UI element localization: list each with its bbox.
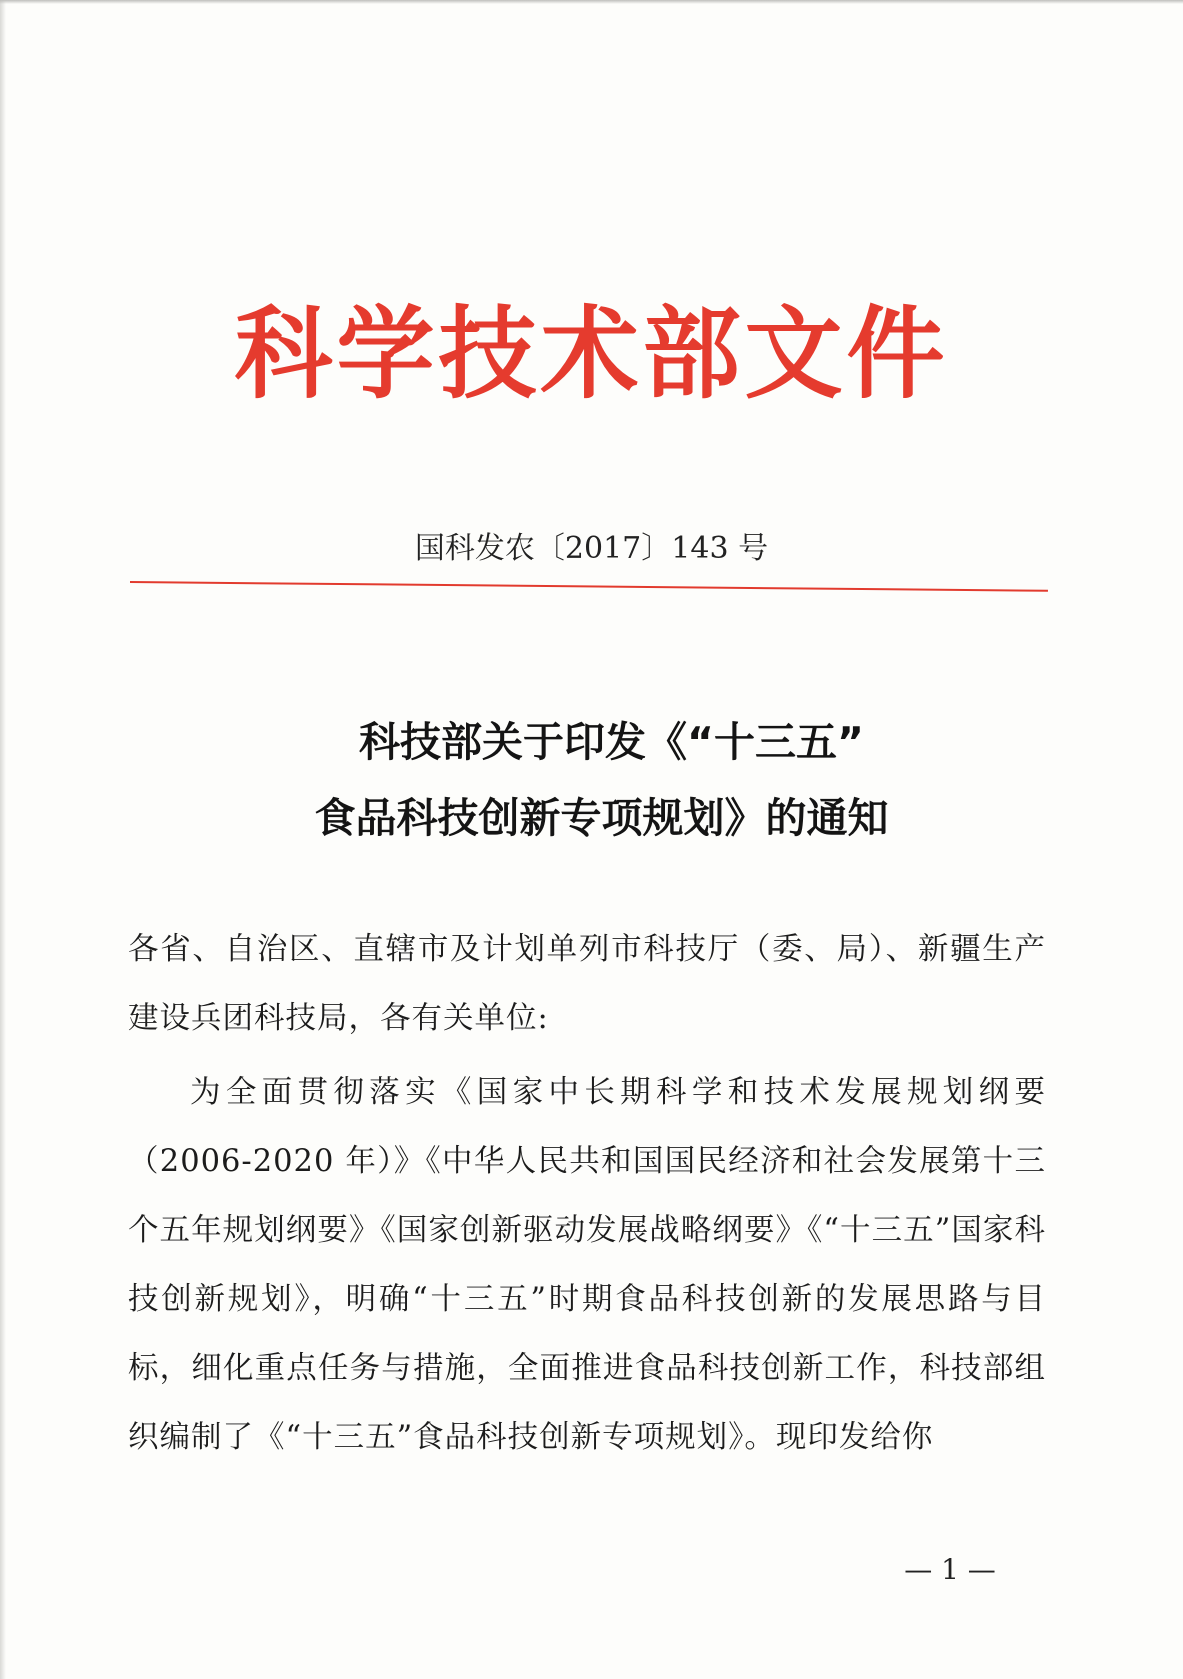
red-divider-line <box>130 581 1048 592</box>
body-paragraph: 为全面贯彻落实《国家中长期科学和技术发展规划纲要（2006-2020 年）》《中华人民共和国国民经济和社会发展第十三个五年规划纲要》《国家创新驱动发展战略纲要》《“十三五”国家科技创新规划》，明确“十三五”时期食品科技创新的发展思路与目标，细化重点任务与措施，全面推进食品科技创新工作，科技部组织编制了《“十三五”食品科技创新专项规划》。现印发给你 <box>128 1075 1046 1455</box>
document-masthead: 科学技术部文件 <box>234 296 949 414</box>
document-number: 国科发农〔2017〕143 号 <box>414 531 769 566</box>
scan-shadow-top <box>0 0 1183 4</box>
document-title-line-1: 科技部关于印发《“十三五” <box>359 718 864 766</box>
document-title-line-2: 食品科技创新专项规划》的通知 <box>314 794 889 842</box>
page-number: — 1 — <box>904 1553 996 1586</box>
salutation-paragraph: 各省、自治区、直辖市及计划单列市科技厅（委、局）、新疆生产建设兵团科技局，各有关单位: <box>128 932 1046 1036</box>
